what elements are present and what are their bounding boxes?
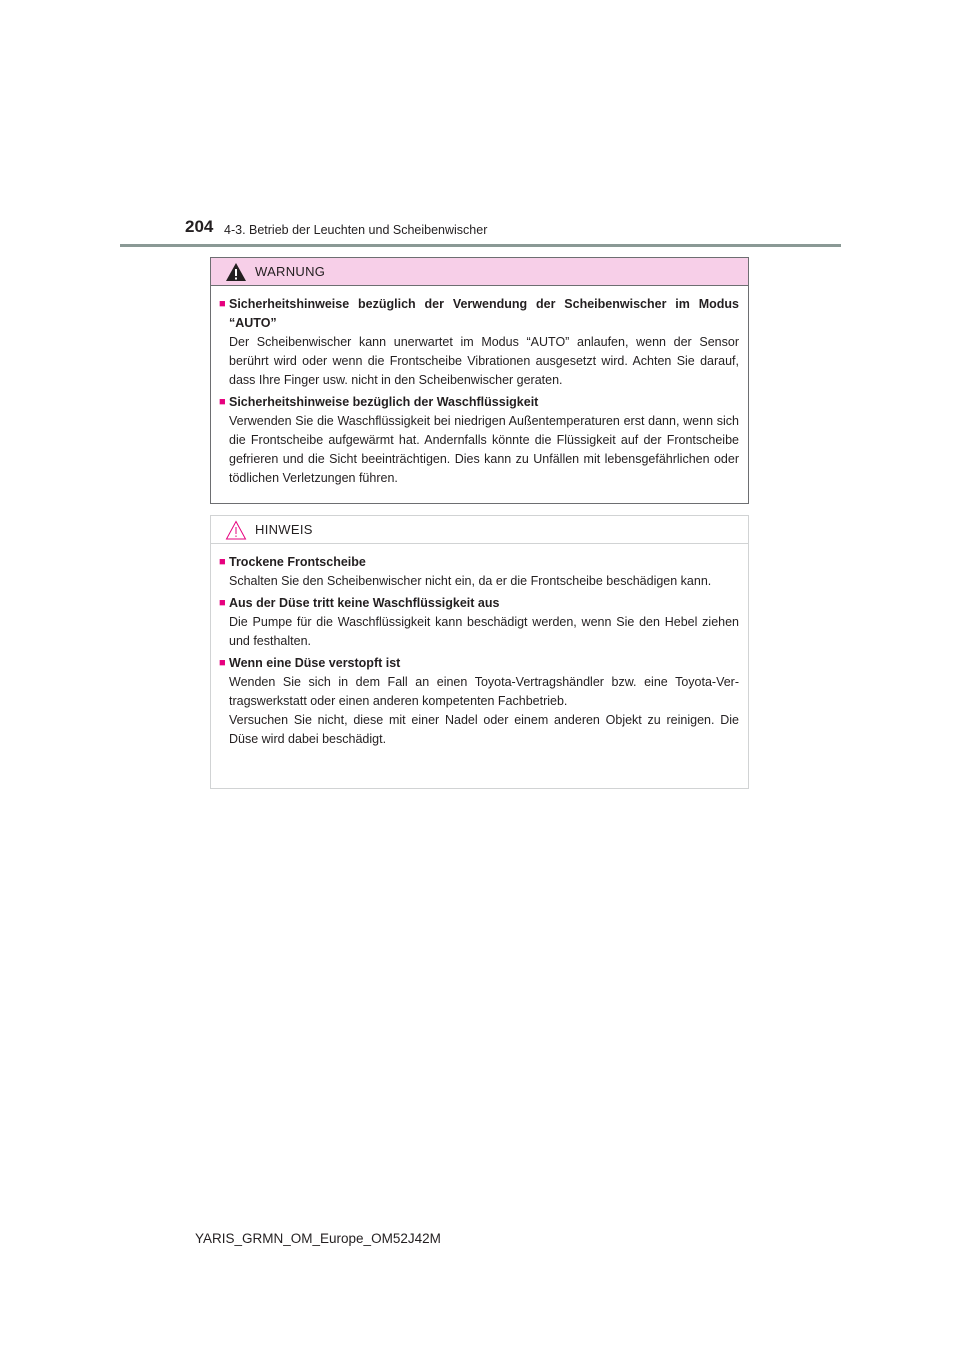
warning-item: [219, 393, 739, 488]
warning-item-text: Der Scheibenwischer kann unerwartet im Modus “AUTO” anlaufen, wenn der Sensor berührt wird oder wenn die Frontscheibe Vibrationen ausgesetzt wird. Achten Sie darauf, dass Ihre Finger usw. nicht in den Scheibenwischer geraten.: [229, 335, 739, 387]
header-rule: [120, 244, 841, 247]
warning-item-title: Sicherheitshinweise bezüglich der Verwendung der Scheibenwischer im Modus “AUTO”: [229, 297, 739, 330]
notice-header: [211, 516, 748, 544]
notice-item-text: Schalten Sie den Scheibenwischer nicht ein, da er die Frontscheibe beschädigen kann.: [229, 574, 712, 588]
bullet-square-icon: ■: [219, 298, 226, 310]
notice-item: [219, 553, 739, 591]
document-id: YARIS_GRMN_OM_Europe_OM52J42M: [195, 1231, 441, 1246]
notice-label: HINWEIS: [255, 522, 313, 537]
notice-item-text: Versuchen Sie nicht, diese mit einer Nadel oder einem anderen Objekt zu reinigen. Die Düse wird dabei beschädigt.: [229, 713, 739, 746]
notice-item: [219, 654, 739, 749]
bullet-square-icon: ■: [219, 657, 226, 669]
warning-header: [211, 258, 748, 286]
bullet-square-icon: ■: [219, 396, 226, 408]
notice-body: [211, 544, 748, 749]
warning-label: WARNUNG: [255, 264, 326, 279]
notice-box: [210, 515, 749, 789]
notice-item-text: Die Pumpe für die Waschflüssigkeit kann beschädigt werden, wenn Sie den Hebel ziehen und festhalten.: [229, 615, 739, 648]
notice-item-text: Wenden Sie sich in dem Fall an einen Toyota-Vertragshändler bzw. eine Toyota-Ver-tragswerkstatt oder einen anderen kompetenten Fachbetrieb.: [229, 675, 739, 708]
page-header: [185, 214, 745, 244]
notice-item-title: Aus der Düse tritt keine Waschflüssigkeit aus: [229, 596, 500, 610]
notice-item: [219, 594, 739, 651]
notice-item-title: Wenn eine Düse verstopft ist: [229, 656, 401, 670]
page-number: 204: [185, 217, 214, 236]
caution-triangle-outline-icon: [225, 520, 247, 540]
section-title: 4-3. Betrieb der Leuchten und Scheibenwischer: [224, 223, 488, 237]
warning-body: [211, 286, 748, 488]
bullet-square-icon: ■: [219, 556, 226, 568]
warning-item-text: Verwenden Sie die Waschflüssigkeit bei niedrigen Außentemperaturen erst dann, wenn sich die Frontscheibe aufgewärmt hat. Andernfalls könnte die Flüssigkeit auf der Frontscheibe gefrieren und die Sicht beeinträchtigen. Dies kann zu Unfällen mit lebensgefährlichen oder tödlichen Verletzungen führen.: [229, 414, 739, 485]
warning-item: [219, 295, 739, 390]
warning-box: [210, 257, 749, 504]
warning-item-title: Sicherheitshinweise bezüglich der Waschflüssigkeit: [229, 395, 539, 409]
warning-triangle-icon: [225, 262, 247, 282]
bullet-square-icon: ■: [219, 597, 226, 609]
notice-item-title: Trockene Frontscheibe: [229, 555, 366, 569]
